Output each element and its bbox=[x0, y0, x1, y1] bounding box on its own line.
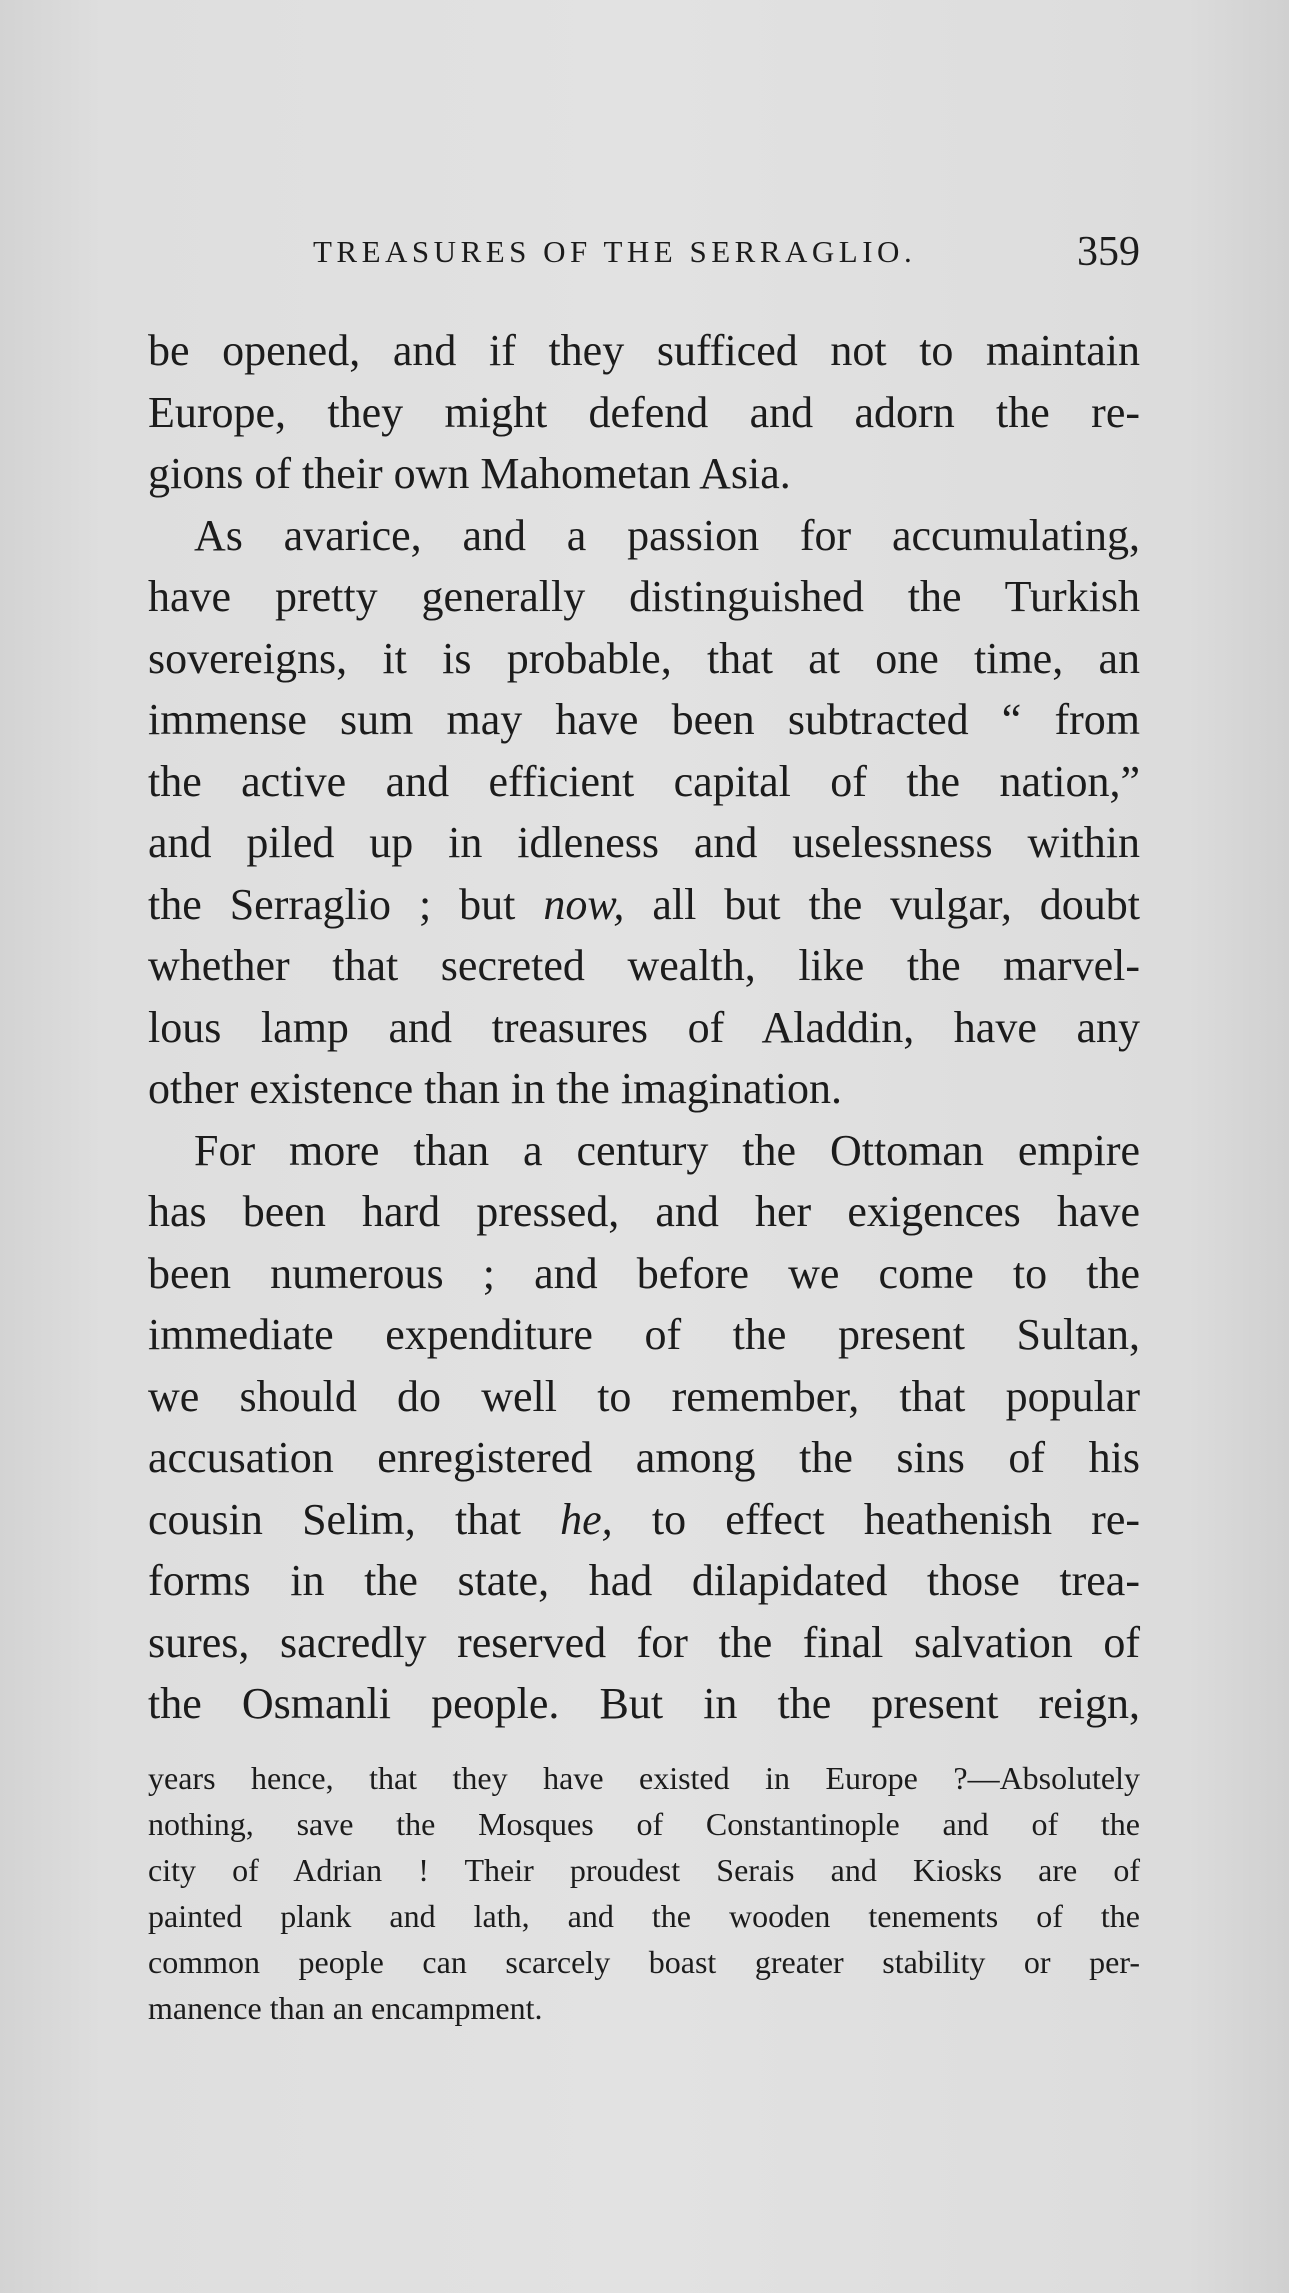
italic-he: he, bbox=[560, 1494, 613, 1544]
footnote-line: nothing, save the Mosques of Constantinople and of the bbox=[148, 1806, 1140, 1842]
main-text bbox=[148, 320, 1140, 1735]
text-line: For more than a century the Ottoman empire bbox=[194, 1125, 1140, 1175]
text-line: has been hard pressed, and her exigences have bbox=[148, 1187, 1140, 1236]
footnote-line: painted plank and lath, and the wooden tenements of the bbox=[148, 1898, 1140, 1934]
footnote-line: manence than an encampment. bbox=[148, 1990, 543, 2026]
text-segment: all but the vulgar, doubt bbox=[652, 879, 1140, 929]
text-line: have pretty generally distinguished the Turkish bbox=[148, 572, 1140, 621]
text-line: immediate expenditure of the present Sultan, bbox=[148, 1310, 1140, 1359]
footnote bbox=[148, 1755, 1140, 2031]
text-line: sures, sacredly reserved for the final salvation of bbox=[148, 1617, 1140, 1667]
page-header bbox=[148, 228, 1140, 288]
footnote-line: city of Adrian ! Their proudest Serais and Kiosks are of bbox=[148, 1852, 1140, 1888]
text-line: immense sum may have been subtracted “ from bbox=[148, 695, 1140, 744]
text-segment: to effect heathenish re- bbox=[651, 1494, 1141, 1544]
page-number: 359 bbox=[1077, 229, 1140, 275]
text-segment: cousin Selim, that bbox=[148, 1494, 521, 1544]
text-line: we should do well to remember, that popular bbox=[148, 1371, 1140, 1421]
text-line: gions of their own Mahometan Asia. bbox=[148, 449, 791, 498]
text-line: whether that secreted wealth, like the marvel- bbox=[148, 941, 1140, 990]
running-title: TREASURES OF THE SERRAGLIO. bbox=[313, 234, 917, 269]
text-line: been numerous ; and before we come to the bbox=[148, 1248, 1140, 1298]
text-line: and piled up in idleness and uselessness within bbox=[148, 818, 1140, 867]
text-segment: the Serraglio ; but bbox=[148, 879, 516, 929]
text-line: Europe, they might defend and adorn the re- bbox=[148, 387, 1140, 437]
text-line bbox=[148, 874, 1140, 936]
text-line bbox=[148, 1489, 1140, 1551]
text-line: lous lamp and treasures of Aladdin, have any bbox=[148, 1002, 1140, 1052]
text-line: As avarice, and a passion for accumulating, bbox=[194, 510, 1140, 560]
footnote-line: years hence, that they have existed in Europe ?—Absolutely bbox=[148, 1760, 1140, 1796]
text-line: the Osmanli people. But in the present reign, bbox=[148, 1679, 1140, 1728]
text-line: be opened, and if they sufficed not to maintain bbox=[148, 326, 1140, 375]
footnote-line: common people can scarcely boast greater stability or per- bbox=[148, 1944, 1140, 1980]
text-line: the active and efficient capital of the nation,” bbox=[148, 756, 1140, 806]
text-line: accusation enregistered among the sins of his bbox=[148, 1433, 1140, 1482]
text-line: sovereigns, it is probable, that at one time, an bbox=[148, 633, 1140, 683]
text-line: forms in the state, had dilapidated those trea- bbox=[148, 1556, 1140, 1605]
italic-now: now, bbox=[543, 879, 625, 929]
text-line: other existence than in the imagination. bbox=[148, 1064, 843, 1113]
